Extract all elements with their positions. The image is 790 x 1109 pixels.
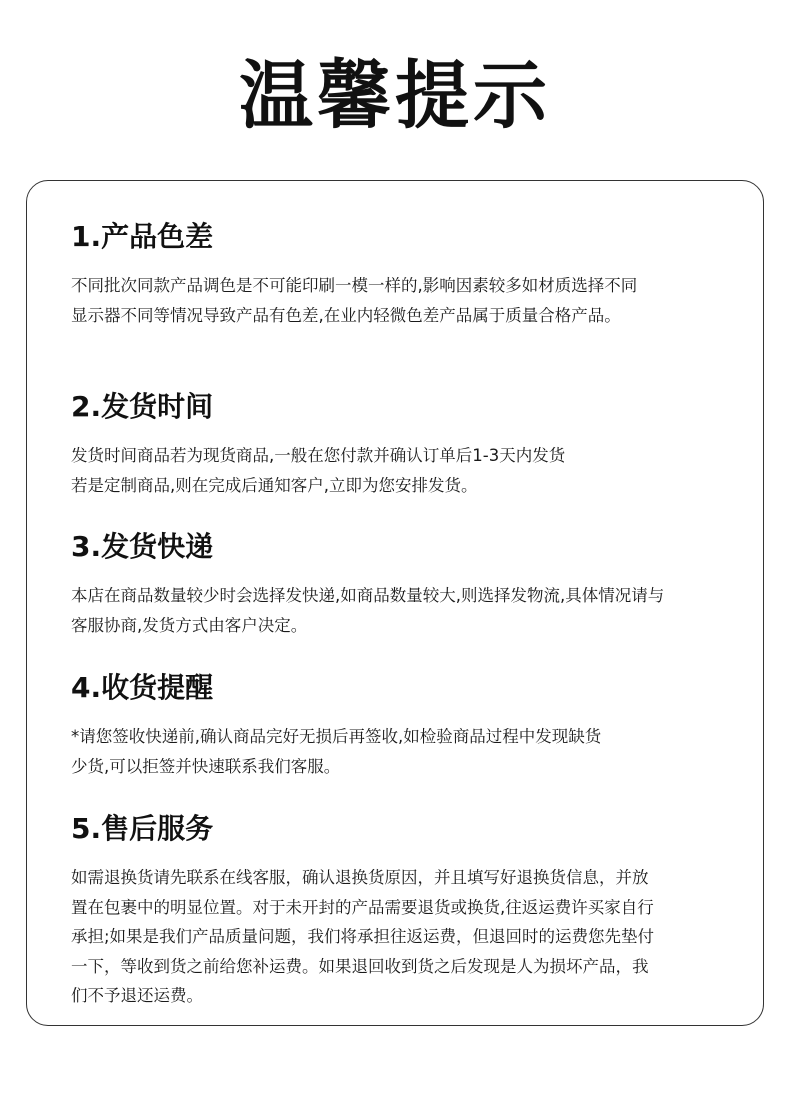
section-shipping-time: [71, 387, 741, 500]
body-line: 少货,可以拒签并快速联系我们客服。: [71, 756, 341, 776]
section-body: [71, 863, 741, 1011]
section-heading: 2.发货时间: [71, 390, 214, 423]
section-heading: 1.产品色差: [71, 220, 214, 253]
body-line: 承担;如果是我们产品质量问题，我们将承担往返运费，但退回时的运费您先垫付: [71, 927, 655, 946]
section-heading: 4.收货提醒: [71, 671, 214, 704]
body-line: 如需退换货请先联系在线客服，确认退换货原因，并且填写好退换货信息，并放: [71, 868, 649, 887]
body-line: 不同批次同款产品调色是不可能印刷一模一样的,影响因素较多如材质选择不同: [71, 276, 638, 295]
section-courier: [71, 527, 741, 640]
body-line: 客服协商,发货方式由客户决定。: [71, 615, 308, 635]
section-body: [71, 581, 741, 640]
page-title: 温馨提示: [239, 53, 551, 139]
section-after-sales: [71, 809, 741, 1011]
body-line: 本店在商品数量较少时会选择发快递,如商品数量较大,则选择发物流,具体情况请与: [71, 586, 665, 605]
body-line: 发货时间商品若为现货商品,一般在您付款并确认订单后1-3天内发货: [71, 446, 566, 465]
body-line: 显示器不同等情况导致产品有色差,在业内轻微色差产品属于质量合格产品。: [71, 305, 621, 325]
section-body: [71, 271, 741, 330]
section-body: [71, 441, 741, 500]
body-line: 置在包裹中的明显位置。对于未开封的产品需要退货或换货,往返运费许买家自行: [71, 897, 654, 917]
section-color-difference: [71, 217, 741, 330]
section-receipt-reminder: [71, 668, 741, 781]
body-line: 们不予退还运费。: [71, 986, 203, 1005]
body-line: 若是定制商品,则在完成后通知客户,立即为您安排发货。: [71, 475, 478, 495]
section-body: [71, 722, 741, 781]
body-line: 一下，等收到货之前给您补运费。如果退回收到货之后发现是人为损坏产品，我: [71, 956, 649, 976]
notice-card: [26, 180, 764, 1026]
body-line: *请您签收快递前,确认商品完好无损后再签收,如检验商品过程中发现缺货: [71, 727, 602, 746]
section-heading: 5.售后服务: [71, 812, 214, 845]
section-heading: 3.发货快递: [71, 530, 214, 563]
